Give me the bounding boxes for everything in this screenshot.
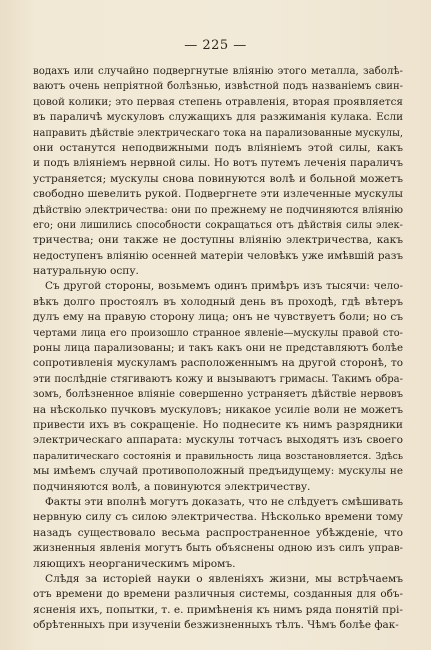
text-line: они останутся неподвижными подъ вліяніемъ этой силы, какъ: [33, 141, 403, 154]
text-line: Слѣдя за исторіей науки о явленіяхъ жизни, мы встрѣчаемъ: [45, 572, 403, 585]
text-line: его; они лишились способности сокращаться отъ дѣйствія силы элек-: [33, 219, 403, 231]
text-line: въ параличѣ мускуловъ служащихъ для разжиманія кулака. Если: [33, 111, 403, 124]
text-line: недоступенъ вліянію осенней матеріи человѣкъ уже имѣвшій разъ: [33, 249, 403, 262]
text-line: вѣкъ долго простоялъ въ холодный день въ проходѣ, гдѣ вѣтеръ: [33, 295, 403, 308]
text-line: жизненныя явленія могутъ быть объяснены одною изъ силъ управ-: [33, 543, 403, 555]
text-line: отъ времени до времени различныя системы, созданныя для объ-: [33, 588, 403, 601]
text-line: дулъ ему на правую сторону лица; онъ не чувствуетъ боли; но съ: [33, 311, 403, 324]
text-line: Съ другой стороны, возьмемъ одинъ примѣръ изъ тысячи: чело-: [45, 280, 403, 293]
text-line: на нѣсколько пучковъ мускуловъ; никакое усиліе воли не можетъ: [33, 403, 403, 416]
text-line: свободно шевелить рукой. Подвергнете эти излеченные мускулы: [33, 188, 403, 201]
text-line: и подъ вліяніемъ нервной силы. Но вотъ путемъ леченія параличъ: [33, 157, 403, 170]
text-line: мы имѣемъ случай противоположный предъидущему: мускулы не: [33, 465, 403, 478]
text-line: зомъ, болѣзненное вліяніе совершенно устраняетъ дѣйствіе нервовъ: [33, 389, 403, 401]
text-line: нервную силу съ силою электричества. Нѣсколько времени тому: [33, 511, 403, 524]
text-line: подчиняются волѣ, а повинуются электричеству.: [33, 480, 311, 493]
page-number: — 225 —: [184, 38, 247, 53]
text-line: водахъ или случайно подвергнутые вліянію этого металла, заболѣ-: [33, 66, 403, 77]
text-line: направить дѣйствіе электрическаго тока на парализованные мускулы,: [33, 127, 403, 139]
text-line: устраняется; мускулы снова повинуются волѣ и больной можетъ: [33, 172, 403, 185]
text-line: чертами лица его произошло странное явленіе—мускулы правой сто-: [33, 327, 403, 339]
text-line: паралитическаго состоянія и правильность лица возстановляется. Здѣсь: [33, 450, 403, 462]
text-line: Факты эти вполнѣ могутъ доказать, что не слѣдуетъ смѣшивать: [45, 495, 403, 508]
text-line: обрѣтенныхъ при изученіи безжизненныхъ тѣлъ. Чѣмъ болѣе фак-: [33, 619, 399, 632]
text-line: цовой колики; это первая степень отравленія, вторая проявляется: [33, 95, 403, 108]
text-line: сопротивленія мускуламъ расположеннымъ на другой сторонѣ, то: [33, 357, 403, 370]
text-line: тричества; они также не доступны вліянію электричества, какъ: [33, 234, 403, 247]
text-line: ваютъ очень непріятной болѣзнью, извѣстной подъ названіемъ свин-: [33, 81, 403, 93]
text-line: ляющихъ неорганическимъ міромъ.: [33, 557, 236, 570]
text-line: эти послѣдніе стягиваютъ кожу и вызываютъ гримасы. Такимъ обра-: [33, 373, 403, 385]
text-line: электрическаго аппарата: мускулы тотчасъ выходятъ изъ своего: [33, 434, 403, 447]
text-line: натуральную оспу.: [33, 265, 139, 278]
page-body-text: [33, 64, 403, 633]
text-line: дѣйствію электричества: они по прежнему не подчиняются вліянію: [33, 204, 403, 216]
text-line: роны лица парализованы; и такъ какъ они не представляютъ болѣе: [33, 343, 403, 355]
text-line: ясненія ихъ, попытки, т. е. примѣненія къ нимъ ряда понятій прі-: [33, 603, 403, 616]
text-line: назадъ существовало весьма распространенное убѣжденіе, что: [33, 526, 403, 539]
text-line: привести ихъ въ сокращеніе. Но поднесите къ нимъ разрядники: [33, 418, 403, 431]
